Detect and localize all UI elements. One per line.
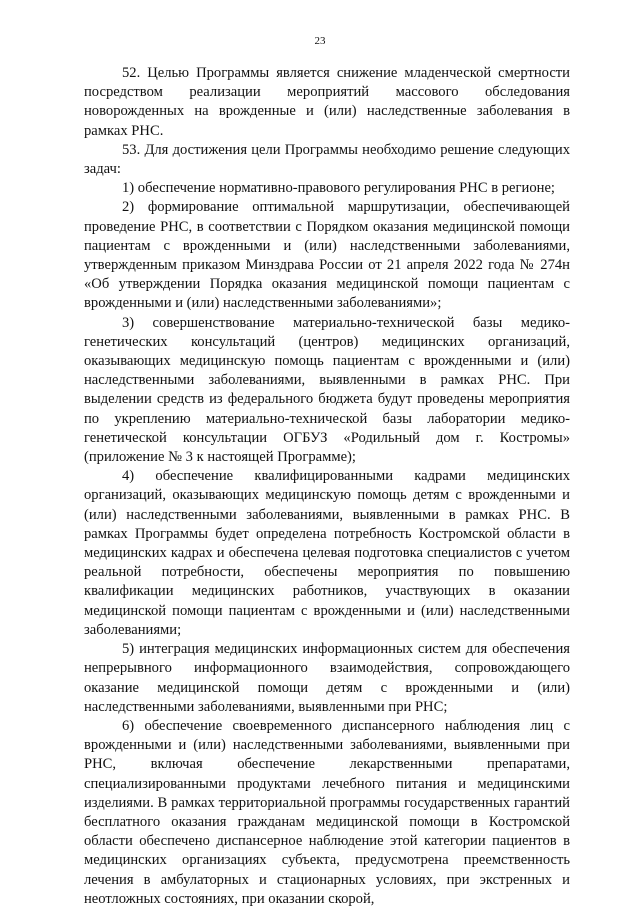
page-number: 23: [314, 35, 326, 47]
task-item-2: 2) формирование оптимальной маршрутизации, обеспечивающей проведение РНС, в соответствии с Порядком оказания медицинской помощи пациентам с врожденными и (или) наследственными заболеваниями, утвержденным приказом Минздрава России от 21 апреля 2022 года № 274н «Об утверждении Порядка оказания медицинской помощи пациентам с врожденными и (или) наследственными заболеваниями»;: [84, 199, 570, 312]
paragraph-53: 53. Для достижения цели Программы необходимо решение следующих задач:: [84, 141, 570, 178]
task-item-4: 4) обеспечение квалифицированными кадрами медицинских организаций, оказывающих медицинскую помощь детям с врожденными и (или) наследственными заболеваниями, выявленными в рамках РНС. В рамках Программы будет определена потребность Костромской области в медицинских кадрах и обеспечена целевая подготовка специалистов с учетом реальной потребности, обеспечены мероприятия по повышению квалификации медицинских работников, участвующих в оказании медицинской помощи пациентам с врожденными и (или) наследственными заболеваниями;: [84, 468, 570, 638]
document-body: [84, 64, 570, 909]
task-item-1: 1) обеспечение нормативно-правового регулирования РНС в регионе;: [122, 180, 555, 197]
task-item-3: 3) совершенствование материально-технической базы медико-генетических консультаций (центров) медицинских организаций, оказывающих медицинскую помощь пациентам с врожденными и (или) наследственными заболеваниями, выявленными в рамках РНС. При выделении средств из федерального бюджета будут проведены мероприятия по укреплению материально-технической базы лаборатории медико-генетической консультации ОГБУЗ «Родильный дом г. Костромы» (приложение № 3 к настоящей Программе);: [84, 314, 570, 466]
paragraph-52: 52. Целью Программы является снижение младенческой смертности посредством реализации мероприятий массового обследования новорожденных на врожденные и (или) наследственные заболевания в рамках РНС.: [84, 65, 570, 139]
task-item-6: 6) обеспечение своевременного диспансерного наблюдения лиц с врожденными и (или) наследственными заболеваниями, выявленными при РНС, включая обеспечение лекарственными препаратами, специализированными продуктами лечебного питания и медицинскими изделиями. В рамках территориальной программы государственных гарантий бесплатного оказания гражданам медицинской помощи в Костромской области обеспечено диспансерное наблюдение этой категории пациентов в медицинских организациях субъекта, предусмотрена преемственность лечения в амбулаторных и стационарных условиях, при экстренных и неотложных состояниях, при оказании скорой,: [84, 717, 570, 907]
task-item-5: 5) интеграция медицинских информационных систем для обеспечения непрерывного информационного взаимодействия, сопровождающего оказание медицинской помощи детям с врожденными и (или) наследственными заболеваниями, выявленными при РНС;: [84, 641, 570, 715]
